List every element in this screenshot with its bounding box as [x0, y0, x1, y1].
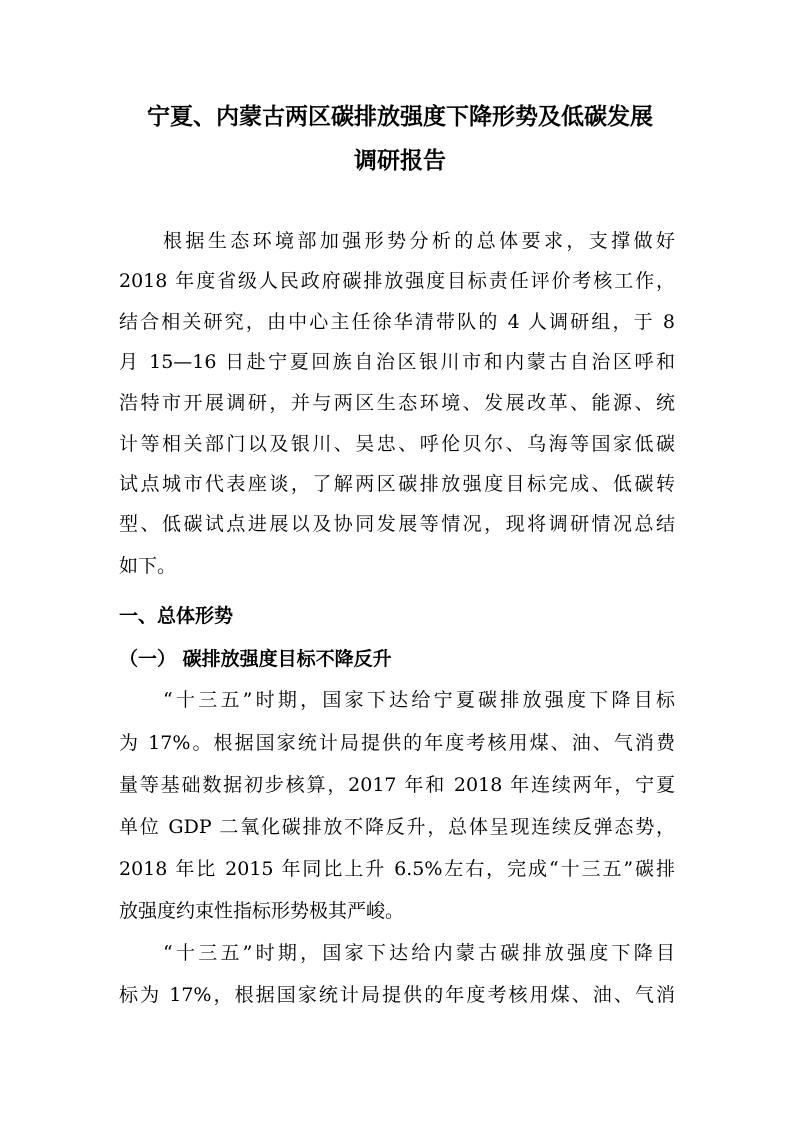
document-title-continued: 调研报告 — [354, 148, 446, 174]
intro-paragraph-line: 2018 年度省级人民政府碳排放强度目标责任评价考核工作， — [119, 270, 675, 292]
neimenggu-paragraph-line: “十三五”时期，国家下达给内蒙古碳排放强度下降目 — [163, 942, 675, 964]
ningxia-paragraph-line: 为 17%。根据国家统计局提供的年度考核用煤、油、气消费 — [119, 732, 675, 754]
neimenggu-paragraph-line: 标为 17%，根据国家统计局提供的年度考核用煤、油、气消 — [119, 984, 675, 1006]
intro-paragraph-line: 月 15—16 日赴宁夏回族自治区银川市和内蒙古自治区呼和 — [119, 351, 675, 373]
ningxia-paragraph-line: 放强度约束性指标形势极其严峻。 — [119, 900, 405, 922]
ningxia-paragraph-line: 量等基础数据初步核算，2017 年和 2018 年连续两年，宁夏 — [119, 774, 675, 796]
intro-paragraph-line: 计等相关部门以及银川、吴忠、呼伦贝尔、乌海等国家低碳 — [119, 433, 675, 455]
intro-paragraph-line: 浩特市开展调研，并与两区生态环境、发展改革、能源、统 — [119, 392, 675, 414]
intro-paragraph-line: 根据生态环境部加强形势分析的总体要求，支撑做好 — [163, 230, 675, 252]
ningxia-paragraph-line: “十三五”时期，国家下达给宁夏碳排放强度下降目标 — [163, 689, 675, 711]
ningxia-paragraph-line: 2018 年比 2015 年同比上升 6.5%左右，完成“十三五”碳排 — [119, 858, 675, 880]
subsection-heading: （一） 碳排放强度目标不降反升 — [119, 648, 392, 670]
intro-paragraph-line: 试点城市代表座谈，了解两区碳排放强度目标完成、低碳转 — [119, 473, 675, 495]
ningxia-paragraph-line: 单位 GDP 二氧化碳排放不降反升，总体呈现连续反弹态势， — [119, 816, 675, 838]
intro-paragraph-line: 型、低碳试点进展以及协同发展等情况，现将调研情况总结 — [119, 513, 675, 535]
document-title: 宁夏、内蒙古两区碳排放强度下降形势及低碳发展 — [147, 104, 653, 130]
intro-paragraph-line: 如下。 — [119, 555, 177, 577]
section-heading: 一、总体形势 — [119, 605, 234, 627]
intro-paragraph-line: 结合相关研究，由中心主任徐华清带队的 4 人调研组，于 8 — [119, 311, 675, 333]
